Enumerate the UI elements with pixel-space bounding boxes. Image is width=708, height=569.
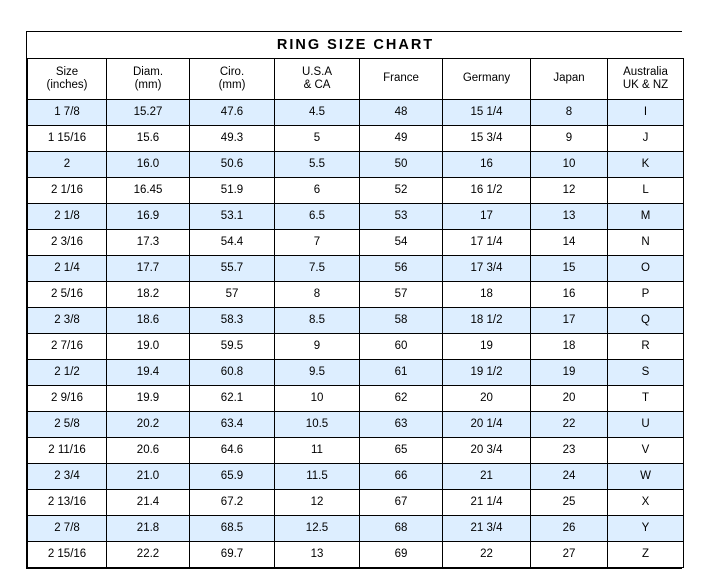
cell-usa-ca: 8.5 [275, 308, 360, 334]
cell-diameter: 17.7 [107, 256, 190, 282]
column-header-size-line1: Size [55, 65, 79, 78]
column-header-circumference-line2: (mm) [218, 79, 246, 91]
cell-usa-ca: 7 [275, 230, 360, 256]
cell-size: 2 11/16 [28, 438, 107, 464]
cell-japan: 25 [531, 490, 608, 516]
cell-germany: 15 1/4 [443, 100, 531, 126]
ring-size-table [27, 32, 684, 568]
cell-diameter: 15.6 [107, 126, 190, 152]
cell-diameter: 17.3 [107, 230, 190, 256]
cell-size: 2 13/16 [28, 490, 107, 516]
cell-circumference: 54.4 [190, 230, 275, 256]
cell-diameter: 16.45 [107, 178, 190, 204]
chart-title-row [28, 32, 684, 59]
table-header-row [28, 59, 684, 100]
column-header-france-line1: France [383, 72, 419, 85]
cell-france: 48 [360, 100, 443, 126]
cell-size: 2 5/16 [28, 282, 107, 308]
column-header-size [28, 59, 107, 100]
cell-germany: 16 [443, 152, 531, 178]
table-row [28, 152, 684, 178]
cell-diameter: 16.9 [107, 204, 190, 230]
column-header-usa-ca [275, 59, 360, 100]
cell-france: 62 [360, 386, 443, 412]
cell-size: 2 1/8 [28, 204, 107, 230]
cell-diameter: 18.6 [107, 308, 190, 334]
cell-japan: 14 [531, 230, 608, 256]
cell-australia-uk-nz: O [608, 256, 684, 282]
cell-diameter: 22.2 [107, 542, 190, 568]
cell-circumference: 68.5 [190, 516, 275, 542]
cell-australia-uk-nz: Y [608, 516, 684, 542]
table-row [28, 100, 684, 126]
table-row [28, 308, 684, 334]
cell-usa-ca: 5 [275, 126, 360, 152]
cell-diameter: 19.0 [107, 334, 190, 360]
cell-diameter: 21.8 [107, 516, 190, 542]
cell-germany: 22 [443, 542, 531, 568]
cell-usa-ca: 13 [275, 542, 360, 568]
cell-australia-uk-nz: T [608, 386, 684, 412]
cell-japan: 26 [531, 516, 608, 542]
cell-circumference: 60.8 [190, 360, 275, 386]
column-header-diameter [107, 59, 190, 100]
table-row [28, 178, 684, 204]
column-header-usa-ca-line1: U.S.A [301, 65, 333, 78]
table-row [28, 542, 684, 568]
cell-circumference: 59.5 [190, 334, 275, 360]
cell-australia-uk-nz: Z [608, 542, 684, 568]
cell-size: 2 1/2 [28, 360, 107, 386]
cell-diameter: 21.0 [107, 464, 190, 490]
cell-australia-uk-nz: K [608, 152, 684, 178]
cell-japan: 20 [531, 386, 608, 412]
table-row [28, 438, 684, 464]
cell-germany: 18 1/2 [443, 308, 531, 334]
cell-japan: 8 [531, 100, 608, 126]
column-header-japan-line1: Japan [553, 72, 585, 85]
cell-australia-uk-nz: J [608, 126, 684, 152]
cell-germany: 17 [443, 204, 531, 230]
page-title: RING SIZE CHART [276, 36, 435, 53]
cell-germany: 21 1/4 [443, 490, 531, 516]
cell-australia-uk-nz: U [608, 412, 684, 438]
cell-france: 58 [360, 308, 443, 334]
ring-size-chart [26, 31, 682, 569]
table-row [28, 412, 684, 438]
cell-usa-ca: 4.5 [275, 100, 360, 126]
cell-usa-ca: 5.5 [275, 152, 360, 178]
table-row [28, 204, 684, 230]
cell-japan: 15 [531, 256, 608, 282]
cell-circumference: 69.7 [190, 542, 275, 568]
cell-circumference: 49.3 [190, 126, 275, 152]
cell-japan: 23 [531, 438, 608, 464]
cell-japan: 10 [531, 152, 608, 178]
column-header-circumference [190, 59, 275, 100]
cell-germany: 17 3/4 [443, 256, 531, 282]
cell-germany: 19 1/2 [443, 360, 531, 386]
cell-germany: 20 [443, 386, 531, 412]
cell-size: 1 15/16 [28, 126, 107, 152]
cell-circumference: 65.9 [190, 464, 275, 490]
cell-france: 65 [360, 438, 443, 464]
cell-japan: 12 [531, 178, 608, 204]
cell-australia-uk-nz: N [608, 230, 684, 256]
cell-usa-ca: 9 [275, 334, 360, 360]
table-row [28, 386, 684, 412]
cell-size: 2 7/8 [28, 516, 107, 542]
cell-france: 67 [360, 490, 443, 516]
cell-size: 1 7/8 [28, 100, 107, 126]
cell-japan: 13 [531, 204, 608, 230]
column-header-size-line2: (inches) [46, 79, 88, 91]
cell-germany: 21 [443, 464, 531, 490]
column-header-diameter-line2: (mm) [134, 79, 162, 91]
cell-usa-ca: 8 [275, 282, 360, 308]
table-row [28, 230, 684, 256]
column-header-diameter-line1: Diam. [132, 65, 164, 78]
cell-diameter: 15.27 [107, 100, 190, 126]
cell-france: 54 [360, 230, 443, 256]
cell-australia-uk-nz: P [608, 282, 684, 308]
cell-usa-ca: 10 [275, 386, 360, 412]
cell-diameter: 16.0 [107, 152, 190, 178]
cell-australia-uk-nz: X [608, 490, 684, 516]
cell-japan: 18 [531, 334, 608, 360]
cell-usa-ca: 6.5 [275, 204, 360, 230]
cell-circumference: 67.2 [190, 490, 275, 516]
cell-france: 52 [360, 178, 443, 204]
cell-france: 53 [360, 204, 443, 230]
column-header-australia-uk-nz [608, 59, 684, 100]
cell-france: 68 [360, 516, 443, 542]
table-row [28, 126, 684, 152]
table-row [28, 516, 684, 542]
cell-germany: 18 [443, 282, 531, 308]
cell-germany: 15 3/4 [443, 126, 531, 152]
cell-diameter: 18.2 [107, 282, 190, 308]
cell-japan: 17 [531, 308, 608, 334]
cell-germany: 21 3/4 [443, 516, 531, 542]
cell-size: 2 15/16 [28, 542, 107, 568]
cell-diameter: 20.6 [107, 438, 190, 464]
cell-france: 69 [360, 542, 443, 568]
column-header-australia-line2: UK & NZ [622, 79, 669, 91]
cell-circumference: 53.1 [190, 204, 275, 230]
cell-france: 56 [360, 256, 443, 282]
column-header-france [360, 59, 443, 100]
cell-france: 66 [360, 464, 443, 490]
cell-size: 2 7/16 [28, 334, 107, 360]
table-row [28, 360, 684, 386]
cell-circumference: 58.3 [190, 308, 275, 334]
cell-japan: 27 [531, 542, 608, 568]
table-row [28, 464, 684, 490]
cell-size: 2 1/4 [28, 256, 107, 282]
cell-japan: 9 [531, 126, 608, 152]
cell-australia-uk-nz: V [608, 438, 684, 464]
cell-usa-ca: 10.5 [275, 412, 360, 438]
cell-diameter: 19.9 [107, 386, 190, 412]
cell-diameter: 20.2 [107, 412, 190, 438]
column-header-australia-line1: Australia [623, 65, 668, 78]
cell-diameter: 21.4 [107, 490, 190, 516]
cell-france: 60 [360, 334, 443, 360]
table-row [28, 490, 684, 516]
cell-australia-uk-nz: Q [608, 308, 684, 334]
column-header-usa-ca-line2: & CA [303, 79, 331, 91]
cell-france: 61 [360, 360, 443, 386]
cell-germany: 16 1/2 [443, 178, 531, 204]
cell-france: 49 [360, 126, 443, 152]
cell-size: 2 3/16 [28, 230, 107, 256]
cell-circumference: 55.7 [190, 256, 275, 282]
cell-usa-ca: 11.5 [275, 464, 360, 490]
cell-france: 50 [360, 152, 443, 178]
cell-australia-uk-nz: W [608, 464, 684, 490]
cell-france: 63 [360, 412, 443, 438]
table-row [28, 282, 684, 308]
cell-usa-ca: 11 [275, 438, 360, 464]
cell-size: 2 9/16 [28, 386, 107, 412]
column-header-germany-line1: Germany [462, 72, 511, 85]
cell-australia-uk-nz: M [608, 204, 684, 230]
cell-circumference: 64.6 [190, 438, 275, 464]
cell-australia-uk-nz: S [608, 360, 684, 386]
cell-circumference: 51.9 [190, 178, 275, 204]
cell-australia-uk-nz: I [608, 100, 684, 126]
cell-japan: 22 [531, 412, 608, 438]
cell-size: 2 [28, 152, 107, 178]
table-row [28, 256, 684, 282]
cell-size: 2 3/8 [28, 308, 107, 334]
column-header-germany [443, 59, 531, 100]
cell-australia-uk-nz: R [608, 334, 684, 360]
chart-title-cell [28, 32, 684, 59]
cell-japan: 16 [531, 282, 608, 308]
cell-france: 57 [360, 282, 443, 308]
cell-usa-ca: 9.5 [275, 360, 360, 386]
cell-japan: 24 [531, 464, 608, 490]
table-row [28, 334, 684, 360]
cell-germany: 19 [443, 334, 531, 360]
cell-usa-ca: 12 [275, 490, 360, 516]
cell-diameter: 19.4 [107, 360, 190, 386]
cell-size: 2 5/8 [28, 412, 107, 438]
cell-germany: 20 1/4 [443, 412, 531, 438]
cell-usa-ca: 7.5 [275, 256, 360, 282]
cell-circumference: 63.4 [190, 412, 275, 438]
column-header-circumference-line1: Ciro. [219, 65, 245, 78]
cell-australia-uk-nz: L [608, 178, 684, 204]
cell-germany: 17 1/4 [443, 230, 531, 256]
cell-usa-ca: 6 [275, 178, 360, 204]
cell-size: 2 3/4 [28, 464, 107, 490]
cell-circumference: 57 [190, 282, 275, 308]
cell-circumference: 62.1 [190, 386, 275, 412]
cell-japan: 19 [531, 360, 608, 386]
cell-germany: 20 3/4 [443, 438, 531, 464]
cell-circumference: 50.6 [190, 152, 275, 178]
cell-circumference: 47.6 [190, 100, 275, 126]
cell-usa-ca: 12.5 [275, 516, 360, 542]
cell-size: 2 1/16 [28, 178, 107, 204]
column-header-japan [531, 59, 608, 100]
